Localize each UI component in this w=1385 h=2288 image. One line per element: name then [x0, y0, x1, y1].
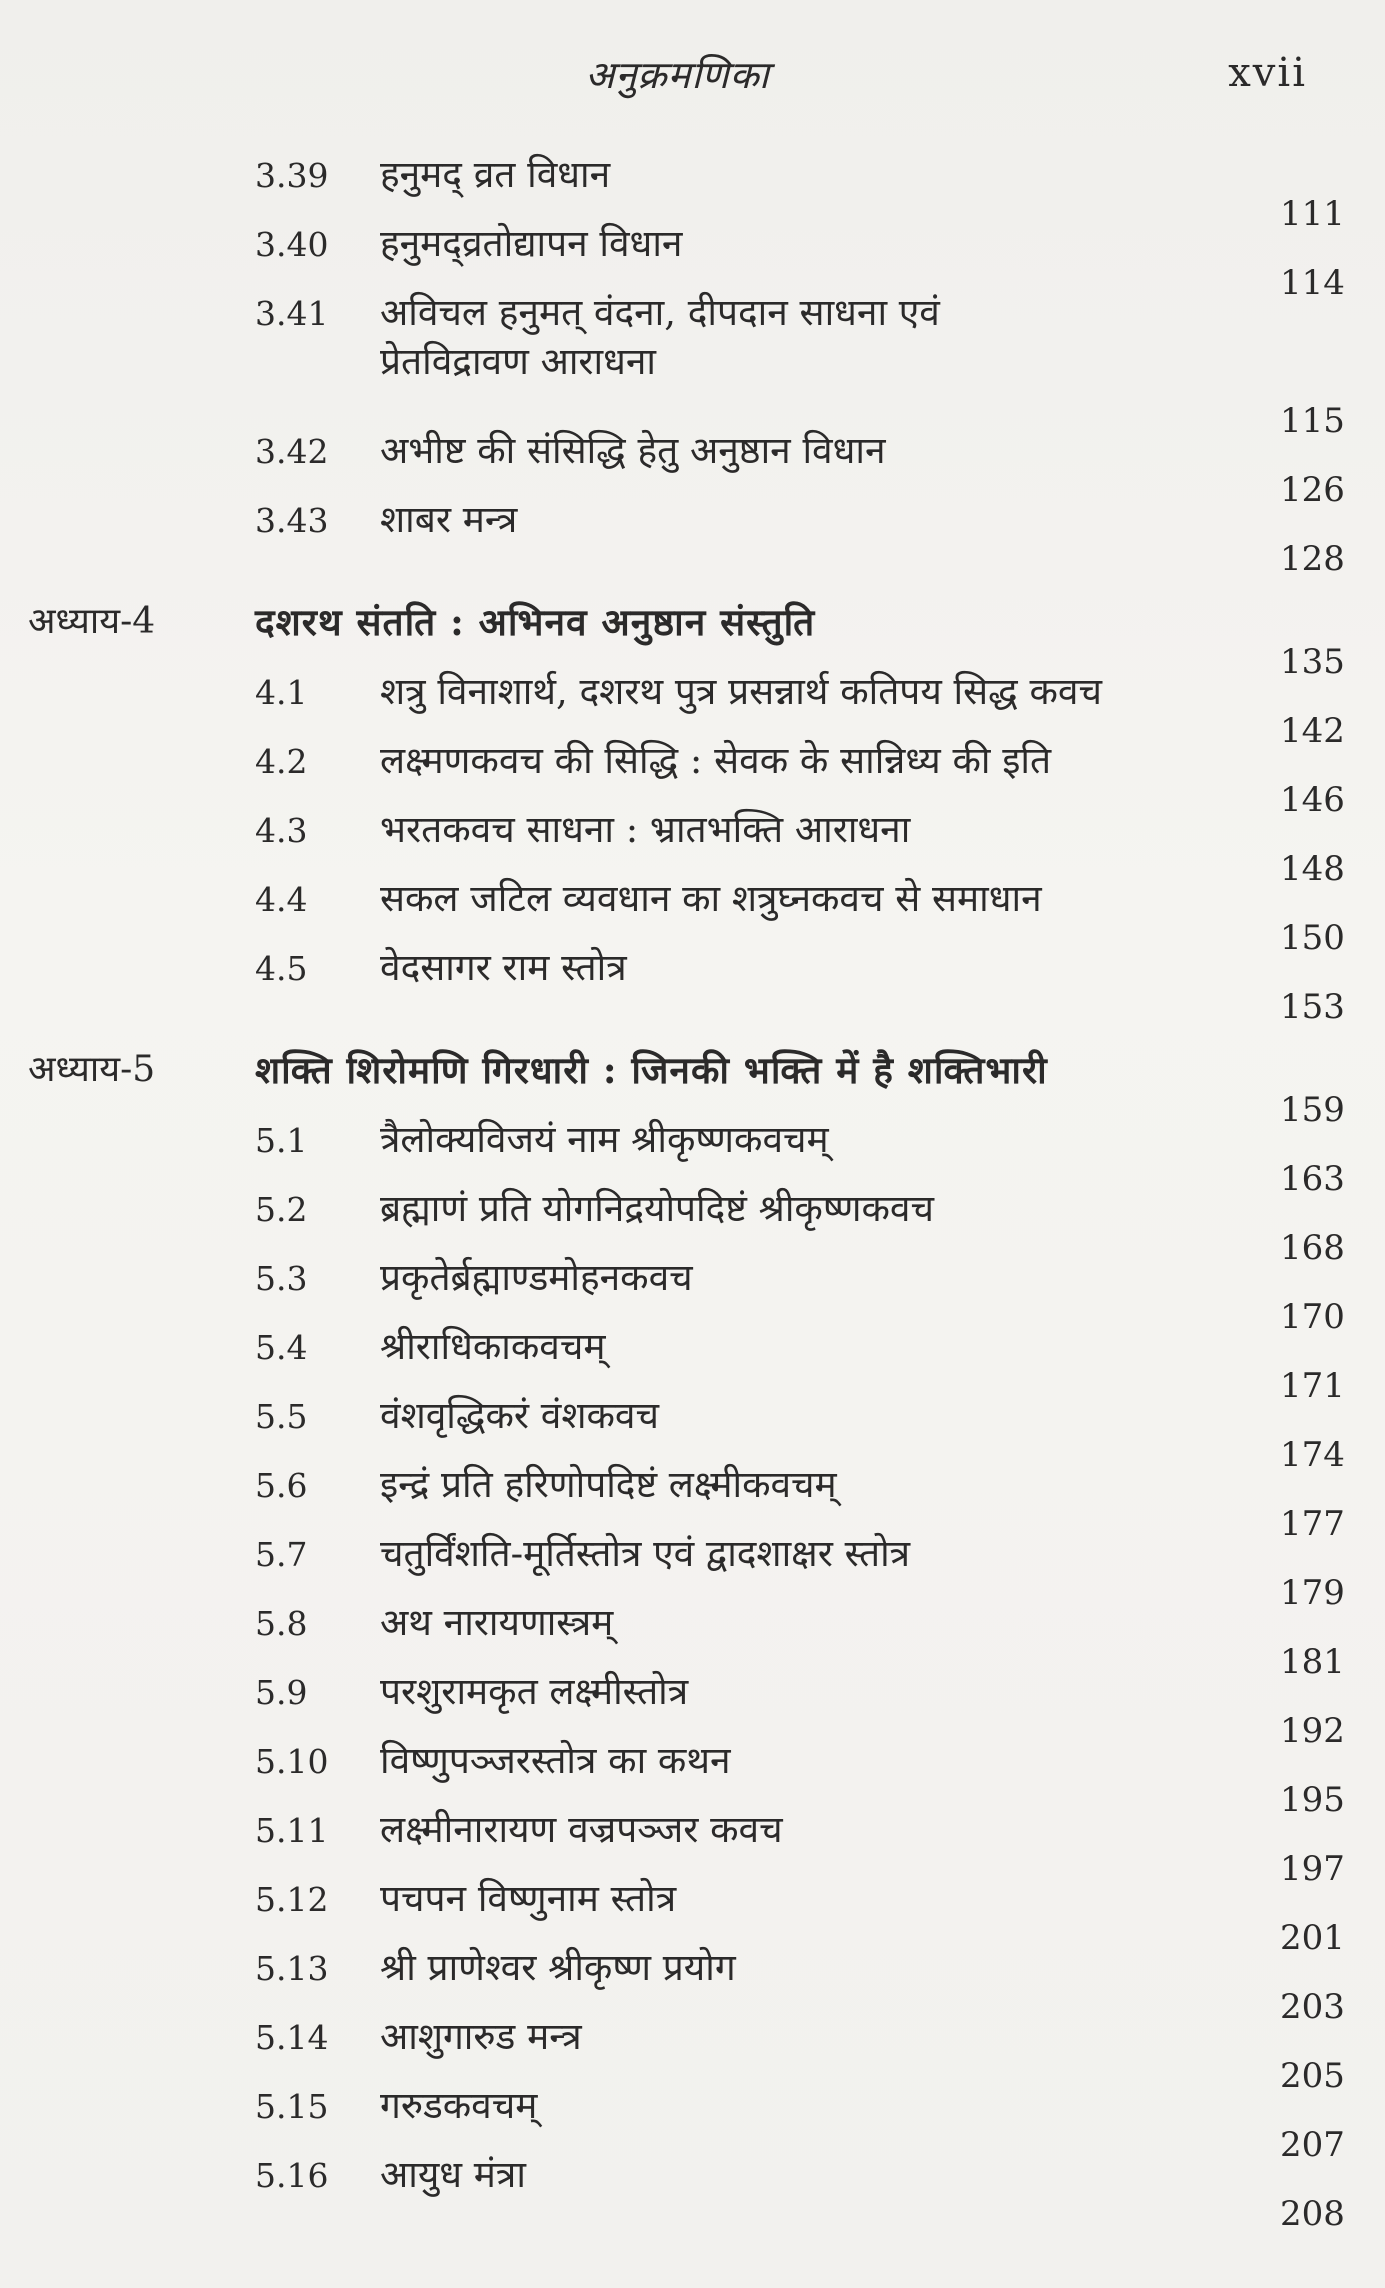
section-page: 197	[1280, 1848, 1345, 1889]
section-page: 195	[1280, 1779, 1345, 1820]
section-title: हनुमद् व्रत विधान	[380, 153, 611, 196]
toc-entry-5-6	[0, 1460, 1385, 1544]
section-page: 115	[1280, 400, 1345, 441]
section-number: 5.1	[255, 1121, 308, 1160]
section-page: 146	[1280, 779, 1345, 820]
chapter-label: अध्याय-5	[28, 1049, 156, 1090]
toc-entry-5-14	[0, 2012, 1385, 2096]
running-title: अनुक्रमणिका	[585, 53, 770, 97]
toc-entry-5-12	[0, 1874, 1385, 1958]
toc-entry-5-15	[0, 2081, 1385, 2165]
toc-entry-5-1	[0, 1115, 1385, 1199]
section-title: इन्द्रं प्रति हरिणोपदिष्टं लक्ष्मीकवचम्	[380, 1463, 837, 1506]
section-number: 5.9	[255, 1673, 308, 1712]
section-page: 205	[1280, 2055, 1345, 2096]
section-page: 126	[1280, 469, 1345, 510]
toc-entry-5-8	[0, 1598, 1385, 1682]
section-page: 177	[1280, 1503, 1345, 1544]
section-page: 208	[1280, 2193, 1345, 2234]
section-number: 5.4	[255, 1328, 308, 1367]
section-number: 5.7	[255, 1535, 308, 1574]
chapter-label: अध्याय-4	[28, 601, 156, 642]
section-page: 142	[1280, 710, 1345, 751]
section-title: श्रीराधिकाकवचम्	[380, 1325, 606, 1368]
section-number: 5.6	[255, 1466, 308, 1505]
toc-entry-5-2	[0, 1184, 1385, 1268]
section-number: 5.11	[255, 1811, 329, 1850]
section-page: 114	[1280, 262, 1345, 303]
toc-entry-5-4	[0, 1322, 1385, 1406]
toc-entry-4-3	[0, 805, 1385, 889]
section-number: 5.13	[255, 1949, 329, 1988]
section-page: 203	[1280, 1986, 1345, 2027]
toc-entry-5-13	[0, 1943, 1385, 2027]
section-page: 168	[1280, 1227, 1345, 1268]
section-page: 148	[1280, 848, 1345, 889]
page-number: xvii	[1228, 50, 1307, 96]
section-page: 179	[1280, 1572, 1345, 1613]
section-title: अभीष्ट की संसिद्धि हेतु अनुष्ठान विधान	[380, 429, 886, 472]
section-title: वेदसागर राम स्तोत्र	[380, 946, 627, 989]
toc-entry-4-2	[0, 736, 1385, 820]
section-page: 201	[1280, 1917, 1345, 1958]
toc-entry-5-11	[0, 1805, 1385, 1889]
section-page: 153	[1280, 986, 1345, 1027]
toc-entry-3-39	[0, 150, 1385, 234]
toc-chapter-4	[0, 598, 1385, 682]
section-title: हनुमद्व्रतोद्यापन विधान	[380, 222, 683, 265]
toc-entry-5-5	[0, 1391, 1385, 1475]
toc-entry-3-43	[0, 495, 1385, 579]
section-title: अथ नारायणास्त्रम्	[380, 1601, 614, 1644]
section-title: चतुर्विंशति-मूर्तिस्तोत्र एवं द्वादशाक्षर स्तोत्र	[380, 1532, 911, 1575]
section-title: त्रैलोक्यविजयं नाम श्रीकृष्णकवचम्	[380, 1118, 829, 1161]
section-title: गरुडकवचम्	[380, 2084, 538, 2127]
section-number: 5.10	[255, 1742, 329, 1781]
section-title: विष्णुपञ्जरस्तोत्र का कथन	[380, 1739, 731, 1782]
section-number: 4.4	[255, 880, 308, 919]
section-page: 192	[1280, 1710, 1345, 1751]
section-number: 3.43	[255, 501, 329, 540]
section-page: 170	[1280, 1296, 1345, 1337]
section-number: 5.15	[255, 2087, 329, 2126]
section-number: 3.39	[255, 156, 329, 195]
section-number: 5.3	[255, 1259, 308, 1298]
toc-entry-5-3	[0, 1253, 1385, 1337]
chapter-page: 135	[1280, 641, 1345, 682]
section-page: 163	[1280, 1158, 1345, 1199]
section-number: 4.3	[255, 811, 308, 850]
section-number: 5.5	[255, 1397, 308, 1436]
section-number: 5.14	[255, 2018, 329, 2057]
section-title: अविचल हनुमत् वंदना, दीपदान साधना एवं प्रेतविद्रावण आराधना	[380, 291, 940, 384]
toc-entry-4-1	[0, 667, 1385, 751]
section-title: शत्रु विनाशार्थ, दशरथ पुत्र प्रसन्नार्थ कतिपय सिद्ध कवच	[380, 670, 1102, 713]
section-number: 5.8	[255, 1604, 308, 1643]
section-title: प्रकृतेर्ब्रह्माण्डमोहनकवच	[380, 1256, 693, 1299]
section-page: 171	[1280, 1365, 1345, 1406]
toc-entry-5-10	[0, 1736, 1385, 1820]
section-title: आशुगारुड मन्त्र	[380, 2015, 582, 2058]
section-number: 3.42	[255, 432, 329, 471]
section-title: सकल जटिल व्यवधान का शत्रुघ्नकवच से समाधान	[380, 877, 1042, 920]
toc-entry-5-7	[0, 1529, 1385, 1613]
section-title: ब्रह्माणं प्रति योगनिद्रयोपदिष्टं श्रीकृष्णकवच	[380, 1187, 934, 1230]
chapter-title: दशरथ संतति : अभिनव अनुष्ठान संस्तुति	[255, 600, 816, 644]
toc-entry-4-4	[0, 874, 1385, 958]
section-number: 3.41	[255, 294, 329, 333]
section-title: आयुध मंत्रा	[380, 2153, 526, 2196]
toc-entry-4-5	[0, 943, 1385, 1027]
section-page: 128	[1280, 538, 1345, 579]
section-page: 111	[1280, 193, 1345, 234]
table-of-contents	[0, 150, 1385, 2234]
chapter-title: शक्ति शिरोमणि गिरधारी : जिनकी भक्ति में है शक्तिभारी	[255, 1048, 1048, 1092]
section-title: लक्ष्मीनारायण वज्रपञ्जर कवच	[380, 1808, 783, 1851]
section-page: 207	[1280, 2124, 1345, 2165]
toc-entry-3-40	[0, 219, 1385, 303]
chapter-page: 159	[1280, 1089, 1345, 1130]
section-page: 174	[1280, 1434, 1345, 1475]
toc-chapter-5	[0, 1046, 1385, 1130]
section-number: 5.12	[255, 1880, 329, 1919]
section-page: 150	[1280, 917, 1345, 958]
section-title: लक्ष्मणकवच की सिद्धि : सेवक के सान्निध्य की इति	[380, 739, 1052, 782]
section-title: वंशवृद्धिकरं वंशकवच	[380, 1394, 659, 1437]
section-number: 3.40	[255, 225, 329, 264]
section-page: 181	[1280, 1641, 1345, 1682]
toc-entry-5-9	[0, 1667, 1385, 1751]
section-title: शाबर मन्त्र	[380, 498, 518, 541]
toc-entry-3-41	[0, 288, 1385, 441]
section-title: भरतकवच साधना : भ्रातभक्ति आराधना	[380, 808, 911, 851]
section-number: 4.5	[255, 949, 308, 988]
section-number: 5.2	[255, 1190, 308, 1229]
toc-entry-5-16	[0, 2150, 1385, 2234]
section-title: श्री प्राणेश्वर श्रीकृष्ण प्रयोग	[380, 1946, 736, 1989]
section-title: परशुरामकृत लक्ष्मीस्तोत्र	[380, 1670, 689, 1713]
toc-entry-3-42	[0, 426, 1385, 510]
section-number: 5.16	[255, 2156, 329, 2195]
section-number: 4.1	[255, 673, 308, 712]
section-title: पचपन विष्णुनाम स्तोत्र	[380, 1877, 677, 1920]
section-number: 4.2	[255, 742, 308, 781]
